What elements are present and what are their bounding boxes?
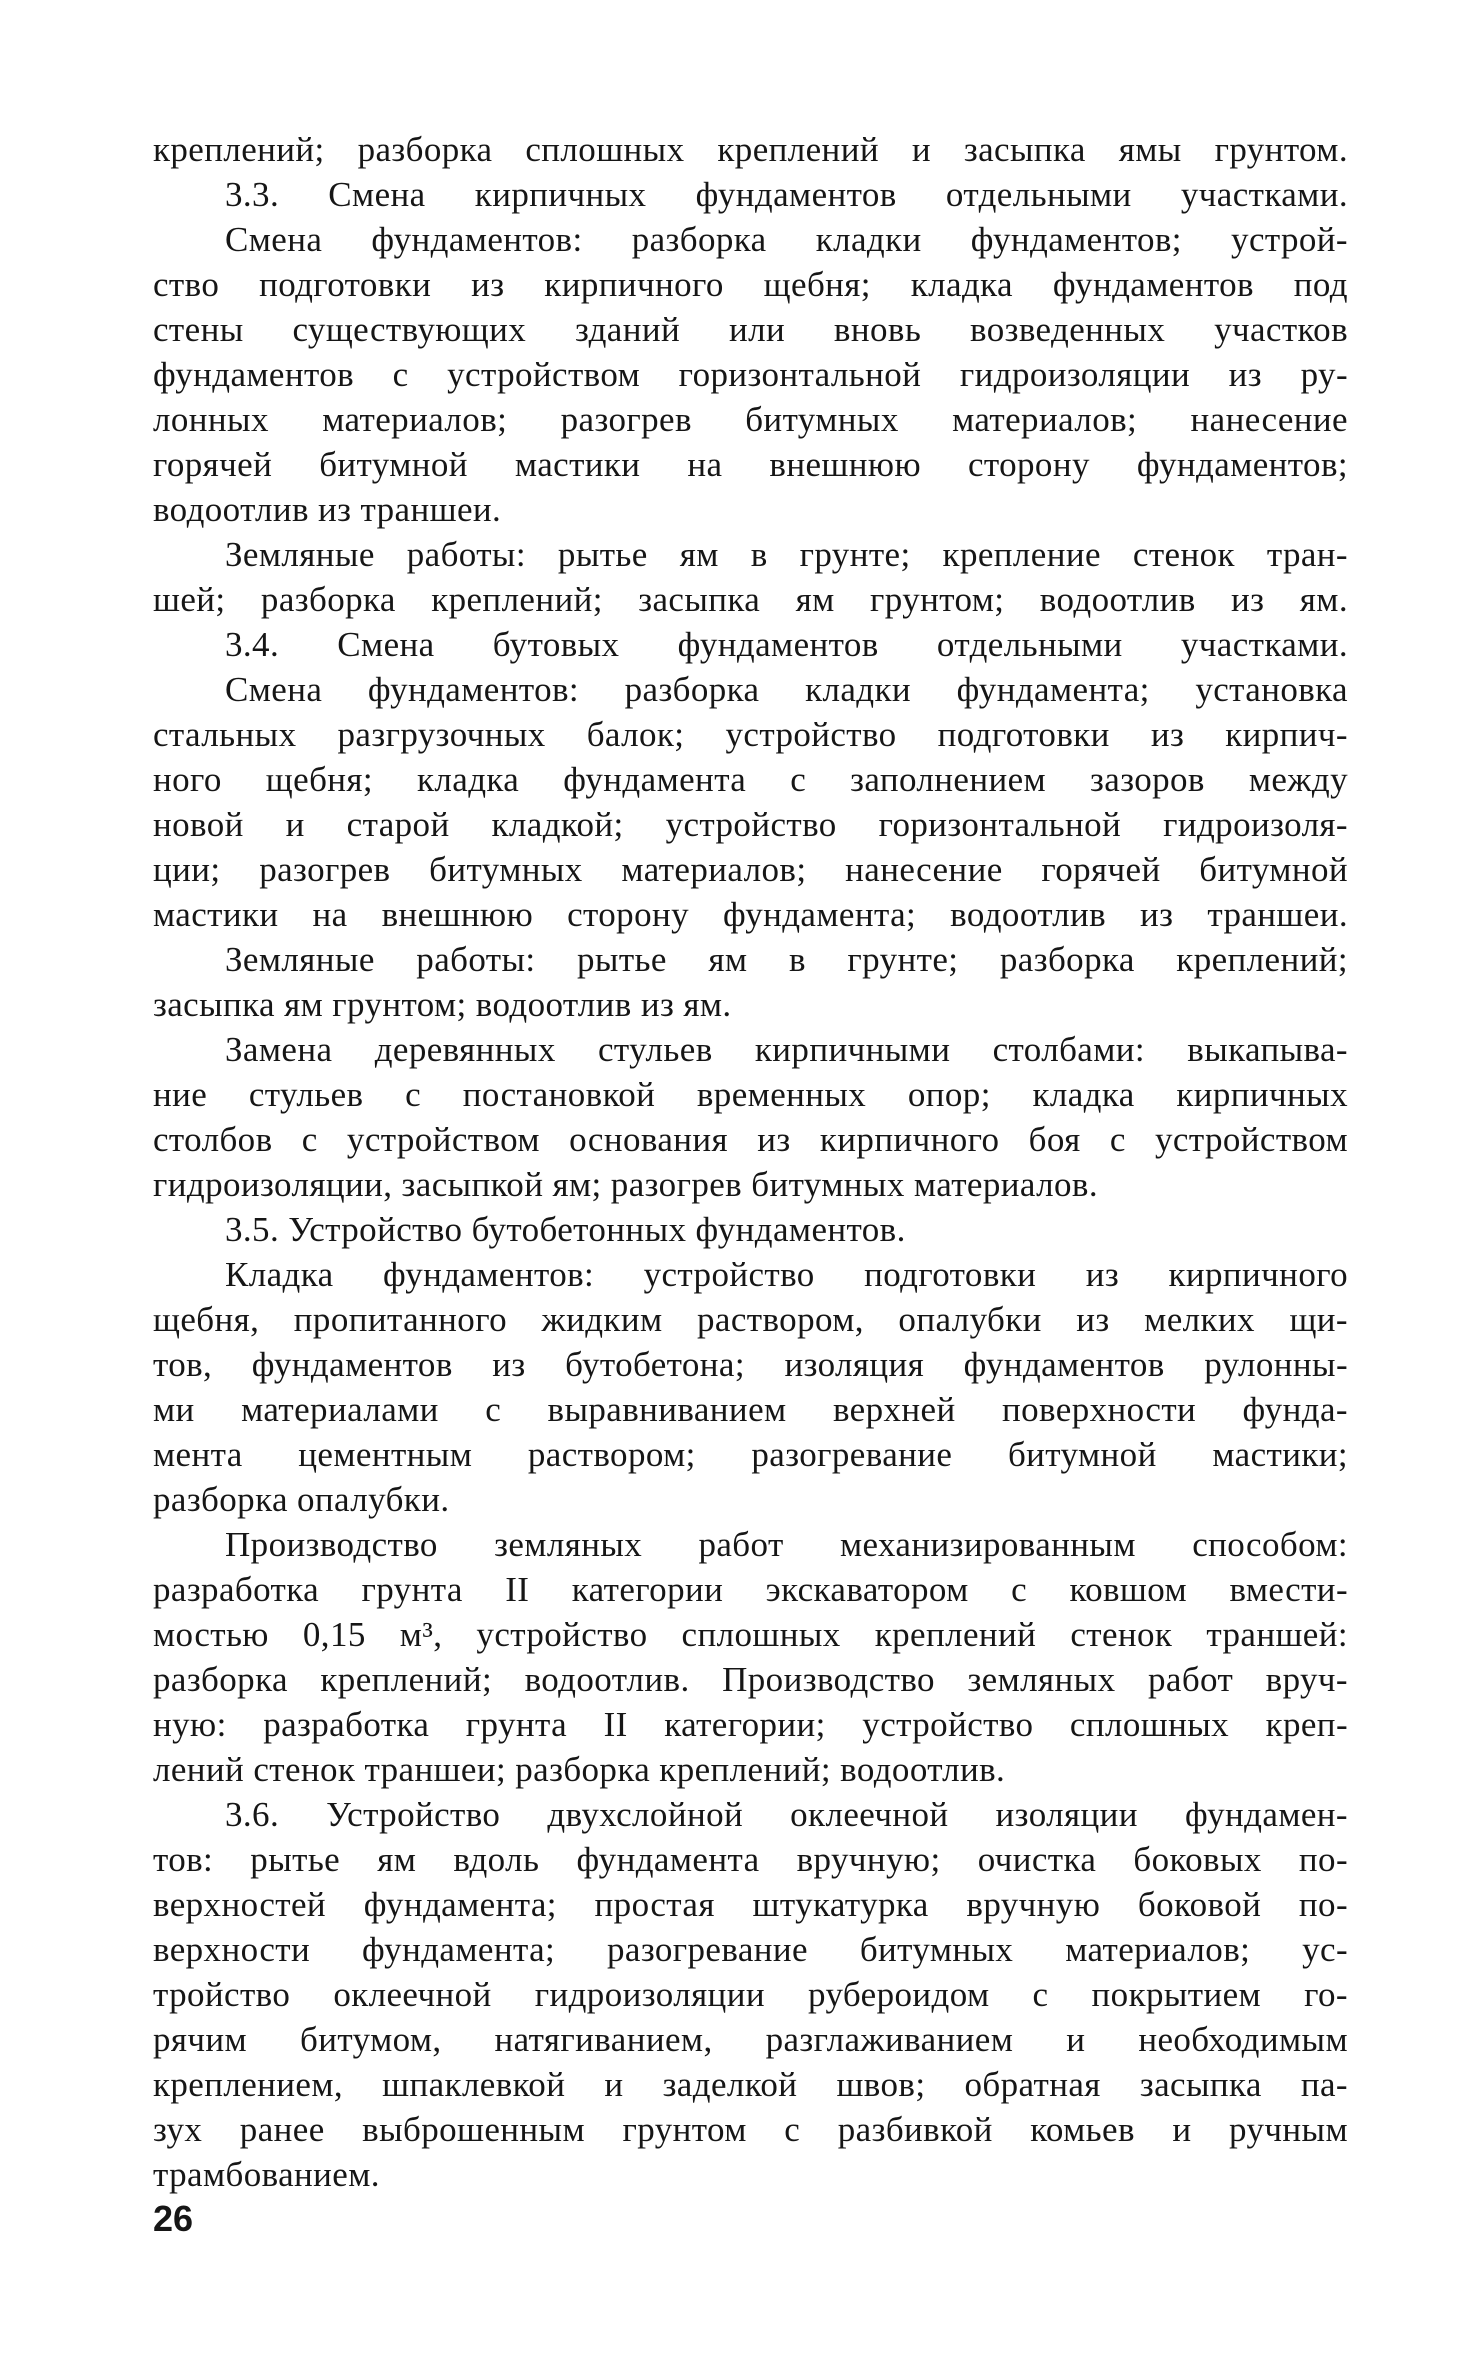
text-line: водоотлив из траншеи. (153, 490, 502, 529)
text-line: столбов с устройством основания из кирпичного боя с устройством (153, 1120, 1348, 1159)
text-line: мостью 0,15 м³, устройство сплошных креплений стенок траншей: (153, 1615, 1348, 1654)
text-line: креплением, шпаклевкой и заделкой швов; обратная засыпка па- (153, 2065, 1348, 2104)
text-line: лений стенок траншеи; разборка креплений; водоотлив. (153, 1750, 1006, 1789)
text-line: Земляные работы: рытье ям в грунте; крепление стенок тран- (225, 535, 1348, 574)
page-number: 26 (153, 2198, 194, 2239)
text-line: креплений; разборка сплошных креплений и засыпка ямы грунтом. (153, 130, 1348, 169)
section-heading-3-4: 3.4. Смена бутовых фундаментов отдельными участками. (225, 625, 1348, 664)
text-line: фундаментов с устройством горизонтальной гидроизоляции из ру- (153, 355, 1348, 394)
text-line: зух ранее выброшенным грунтом с разбивкой комьев и ручным (153, 2110, 1348, 2149)
text-line: тройство оклеечной гидроизоляции рубероидом с покрытием го- (153, 1975, 1348, 2014)
text-line: Производство земляных работ механизированным способом: (225, 1525, 1348, 1564)
text-line: ние стульев с постановкой временных опор; кладка кирпичных (153, 1075, 1348, 1114)
text-line: ми материалами с выравниванием верхней поверхности фунда- (153, 1390, 1348, 1429)
text-line: шей; разборка креплений; засыпка ям грунтом; водоотлив из ям. (153, 580, 1348, 619)
text-line: трамбованием. (153, 2155, 380, 2194)
text-line: верхностей фундамента; простая штукатурка вручную боковой по- (153, 1885, 1348, 1924)
text-line: разборка креплений; водоотлив. Производство земляных работ вруч- (153, 1660, 1348, 1699)
text-line: стальных разгрузочных балок; устройство подготовки из кирпич- (153, 715, 1348, 754)
text-line: мастики на внешнюю сторону фундамента; водоотлив из траншеи. (153, 895, 1348, 934)
text-line: разработка грунта II категории экскаватором с ковшом вмести- (153, 1570, 1348, 1609)
text-line: ного щебня; кладка фундамента с заполнением зазоров между (153, 760, 1348, 799)
text-line: ную: разработка грунта II категории; устройство сплошных креп- (153, 1705, 1348, 1744)
text-line: щебня, пропитанного жидким раствором, опалубки из мелких щи- (153, 1300, 1348, 1339)
text-line: тов: рытье ям вдоль фундамента вручную; очистка боковых по- (153, 1840, 1348, 1879)
text-line: Земляные работы: рытье ям в грунте; разборка креплений; (225, 940, 1348, 979)
text-line: засыпка ям грунтом; водоотлив из ям. (153, 985, 732, 1024)
text-line: тов, фундаментов из бутобетона; изоляция фундаментов рулонны- (153, 1345, 1348, 1384)
text-line: Замена деревянных стульев кирпичными столбами: выкапыва- (225, 1030, 1348, 1069)
text-line: верхности фундамента; разогревание битумных материалов; ус- (153, 1930, 1348, 1969)
page-text (153, 127, 1348, 2197)
text-line: лонных материалов; разогрев битумных материалов; нанесение (153, 400, 1348, 439)
text-line: разборка опалубки. (153, 1480, 450, 1519)
text-line: Кладка фундаментов: устройство подготовки из кирпичного (225, 1255, 1348, 1294)
text-line: ции; разогрев битумных материалов; нанесение горячей битумной (153, 850, 1348, 889)
text-line: рячим битумом, натягиванием, разглаживанием и необходимым (153, 2020, 1348, 2059)
text-line: горячей битумной мастики на внешнюю сторону фундаментов; (153, 445, 1348, 484)
text-line: ство подготовки из кирпичного щебня; кладка фундаментов под (153, 265, 1348, 304)
text-line: мента цементным раствором; разогревание битумной мастики; (153, 1435, 1348, 1474)
section-heading-3-6: 3.6. Устройство двухслойной оклеечной изоляции фундамен- (225, 1795, 1348, 1834)
text-line: стены существующих зданий или вновь возведенных участков (153, 310, 1348, 349)
section-heading-3-3: 3.3. Смена кирпичных фундаментов отдельными участками. (225, 175, 1348, 214)
text-line: гидроизоляции, засыпкой ям; разогрев битумных материалов. (153, 1165, 1098, 1204)
text-line: новой и старой кладкой; устройство горизонтальной гидроизоля- (153, 805, 1348, 844)
text-line: Смена фундаментов: разборка кладки фундамента; установка (225, 670, 1348, 709)
section-heading-3-5: 3.5. Устройство бутобетонных фундаментов. (225, 1210, 906, 1249)
text-line: Смена фундаментов: разборка кладки фундаментов; устрой- (225, 220, 1348, 259)
